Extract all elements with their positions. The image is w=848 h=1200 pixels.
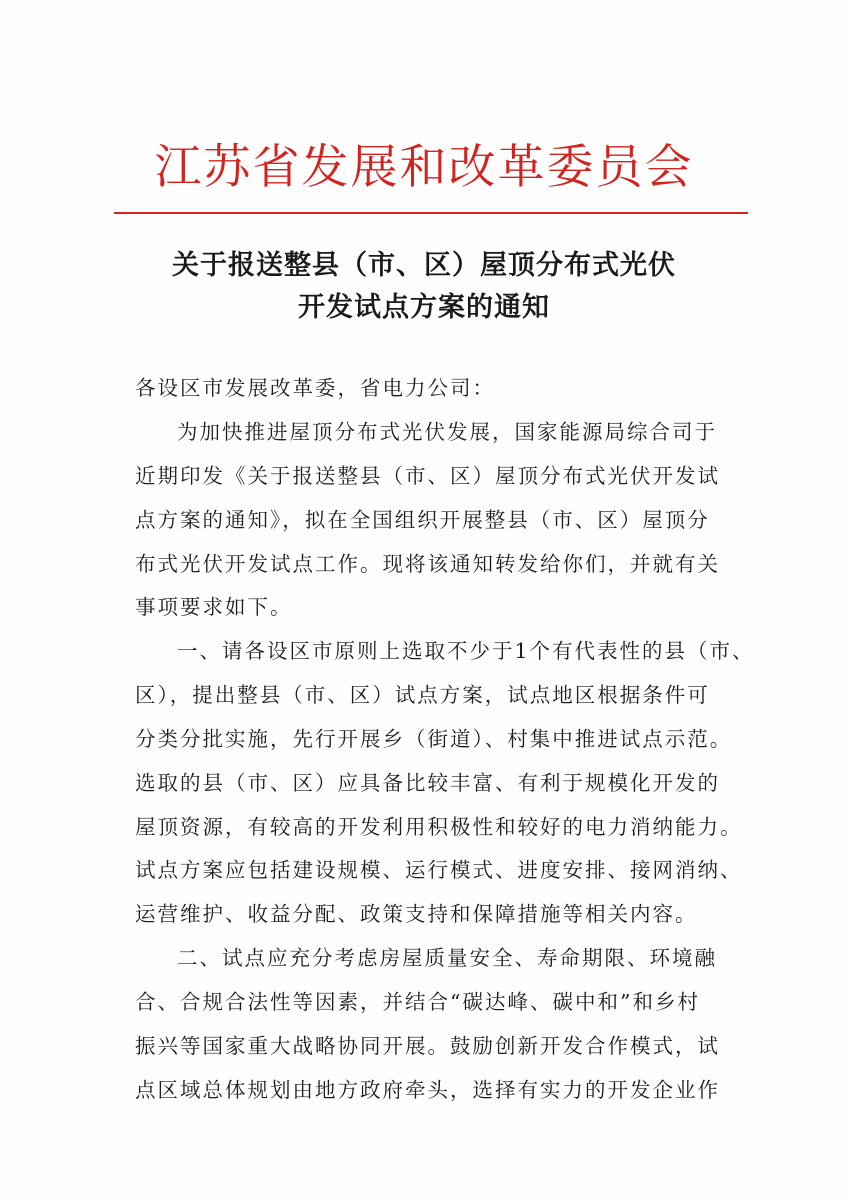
body-line: 点方案的通知》，拟在全国组织开展整县（市、区）屋顶分 [135,508,710,532]
body-line: 点区域总体规划由地方政府牵头，选择有实力的开发企业作 [135,1078,720,1102]
body-line: 近期印发《关于报送整县（市、区）屋顶分布式光伏开发试 [135,464,720,488]
document-title-line-2: 开发试点方案的通知 [298,292,550,323]
body-line: 二、试点应充分考虑房屋质量安全、寿命期限、环境融 [177,946,717,970]
salutation: 各设区市发展改革委，省电力公司： [135,376,495,400]
body-line: 分类分批实施，先行开展乡（街道）、村集中推进试点示范。 [135,727,733,751]
org-letterhead: 江苏省发展和改革委员会 [154,140,694,195]
body-line: 事项要求如下。 [135,595,293,619]
body-line: 合、合规合法性等因素，并结合“碳达峰、碳中和”和乡村 [135,990,700,1014]
body-line: 区），提出整县（市、区）试点方案，试点地区根据条件可 [135,683,710,707]
body-line: 运营维护、收益分配、政策支持和保障措施等相关内容。 [135,902,698,926]
body-line: 为加快推进屋顶分布式光伏发展，国家能源局综合司于 [177,420,717,444]
body-line: 选取的县（市、区）应具备比较丰富、有利于规模化开发的 [135,771,720,795]
letterhead-divider [114,212,748,214]
body-line: 试点方案应包括建设规模、运行模式、进度安排、接网消纳、 [135,858,743,882]
body-line: 布式光伏开发试点工作。现将该通知转发给你们，并就有关 [135,552,720,576]
document-title-line-1: 关于报送整县（市、区）屋顶分布式光伏 [172,250,676,281]
body-line: 屋顶资源，有较高的开发利用积极性和较好的电力消纳能力。 [135,815,743,839]
body-line: 振兴等国家重大战略协同开展。鼓励创新开发合作模式，试 [135,1034,720,1058]
body-line: 一、请各设区市原则上选取不少于1个有代表性的县（市、 [177,639,755,663]
